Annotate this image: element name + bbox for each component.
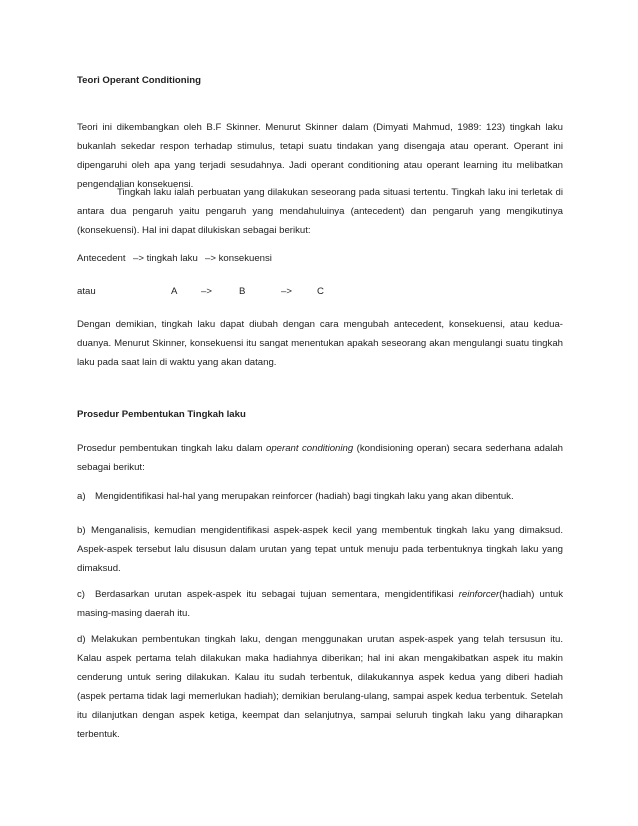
list-item-a (77, 487, 563, 506)
list-item-b-label: b) (77, 525, 86, 536)
section-title-prosedur: Prosedur Pembentukan Tingkah laku (77, 409, 246, 420)
paragraph-tingkah-laku-text: Tingkah laku ialah perbuatan yang dilakukan seseorang pada situasi tertentu. Tingkah laku ini terletak di antara dua pengaruh yaitu pengaruh yang mendahuluinya (antecedent) dan pengaruh yang mengikutinya (konsekuensi). Hal ini dapat dilukiskan sebagai berikut: (77, 187, 563, 236)
scheme-konsekuensi: –> konsekuensi (205, 253, 272, 264)
scheme-tingkah-laku: –> tingkah laku (133, 253, 198, 264)
list-item-d-label: d) (77, 634, 86, 645)
list-item-c-label: c) (77, 589, 85, 600)
paragraph-tingkah-laku (77, 183, 563, 240)
prosedur-intro-em: operant conditioning (266, 443, 354, 454)
section-title-operant: Teori Operant Conditioning (77, 75, 201, 86)
list-item-c-em: reinforcer (458, 589, 500, 600)
list-item-c-before: Berdasarkan urutan aspek-aspek itu sebagai tujuan sementara, mengidentifikasi (95, 589, 459, 600)
list-item-c-after: (hadiah) untuk masing-masing daerah itu. (77, 589, 563, 619)
list-item-a-label: a) (77, 491, 86, 502)
list-item-c (77, 585, 563, 623)
scheme-atau: atau (77, 286, 96, 297)
paragraph-dengan-demikian: Dengan demikian, tingkah laku dapat diubah dengan cara mengubah antecedent, konsekuensi, atau kedua-duanya. Menurut Skinner, konsekuensi itu sangat menentukan apakah seseorang akan mengulangi suatu tingkah laku pada saat lain di waktu yang akan datang. (77, 319, 563, 368)
list-item-d-text: Melakukan pembentukan tingkah laku, dengan menggunakan urutan aspek-aspek yang telah tersusun itu. Kalau aspek pertama telah dilakukan maka hadiahnya diberikan; hal ini akan mengakibatkan aspek itu makin cenderung untuk sering dilakukan. Kalau itu sudah terbentuk, dilakukannya aspek kedua yang diberi hadiah (aspek pertama tidak lagi memerlukan hadiah); demikian berulang-ulang, sampai aspek kedua terbentuk. Setelah itu dilanjutkan dengan aspek ketiga, keempat dan selanjutnya, sampai seluruh tingkah laku yang diharapkan terbentuk. (77, 634, 563, 740)
list-item-d (77, 630, 563, 744)
paragraph-teori: Teori ini dikembangkan oleh B.F Skinner. Menurut Skinner dalam (Dimyati Mahmud, 1989: 123) tingkah laku bukanlah sekedar respon terhadap stimulus, tetapi suatu tindakan yang disengaja atau operant. Operant ini dipengaruhi oleh apa yang terjadi sesudahnya. Jadi operant conditioning atau operant learning itu melibatkan pengendalian konsekuensi. (77, 122, 563, 190)
list-item-b-text: Menganalisis, kemudian mengidentifikasi aspek-aspek kecil yang membentuk tingkah laku yang dimaksud. Aspek-aspek tersebut lalu disusun dalam urutan yang tepat untuk menuju pada terbentuknya tingkah laku yang dimaksud. (77, 525, 563, 574)
scheme-arrow-2: –> (281, 286, 292, 297)
prosedur-intro-before: Prosedur pembentukan tingkah laku dalam (77, 443, 266, 454)
prosedur-intro-after: (kondisioning operan) secara sederhana adalah sebagai berikut: (77, 443, 564, 473)
paragraph-prosedur-intro (77, 439, 563, 477)
scheme-antecedent: Antecedent (77, 253, 126, 264)
scheme-c: C (317, 286, 324, 297)
list-item-b (77, 521, 563, 578)
scheme-a: A (171, 286, 178, 297)
list-item-a-text: Mengidentifikasi hal-hal yang merupakan reinforcer (hadiah) bagi tingkah laku yang akan dibentuk. (95, 491, 514, 502)
scheme-b: B (239, 286, 246, 297)
scheme-arrow-1: –> (201, 286, 212, 297)
